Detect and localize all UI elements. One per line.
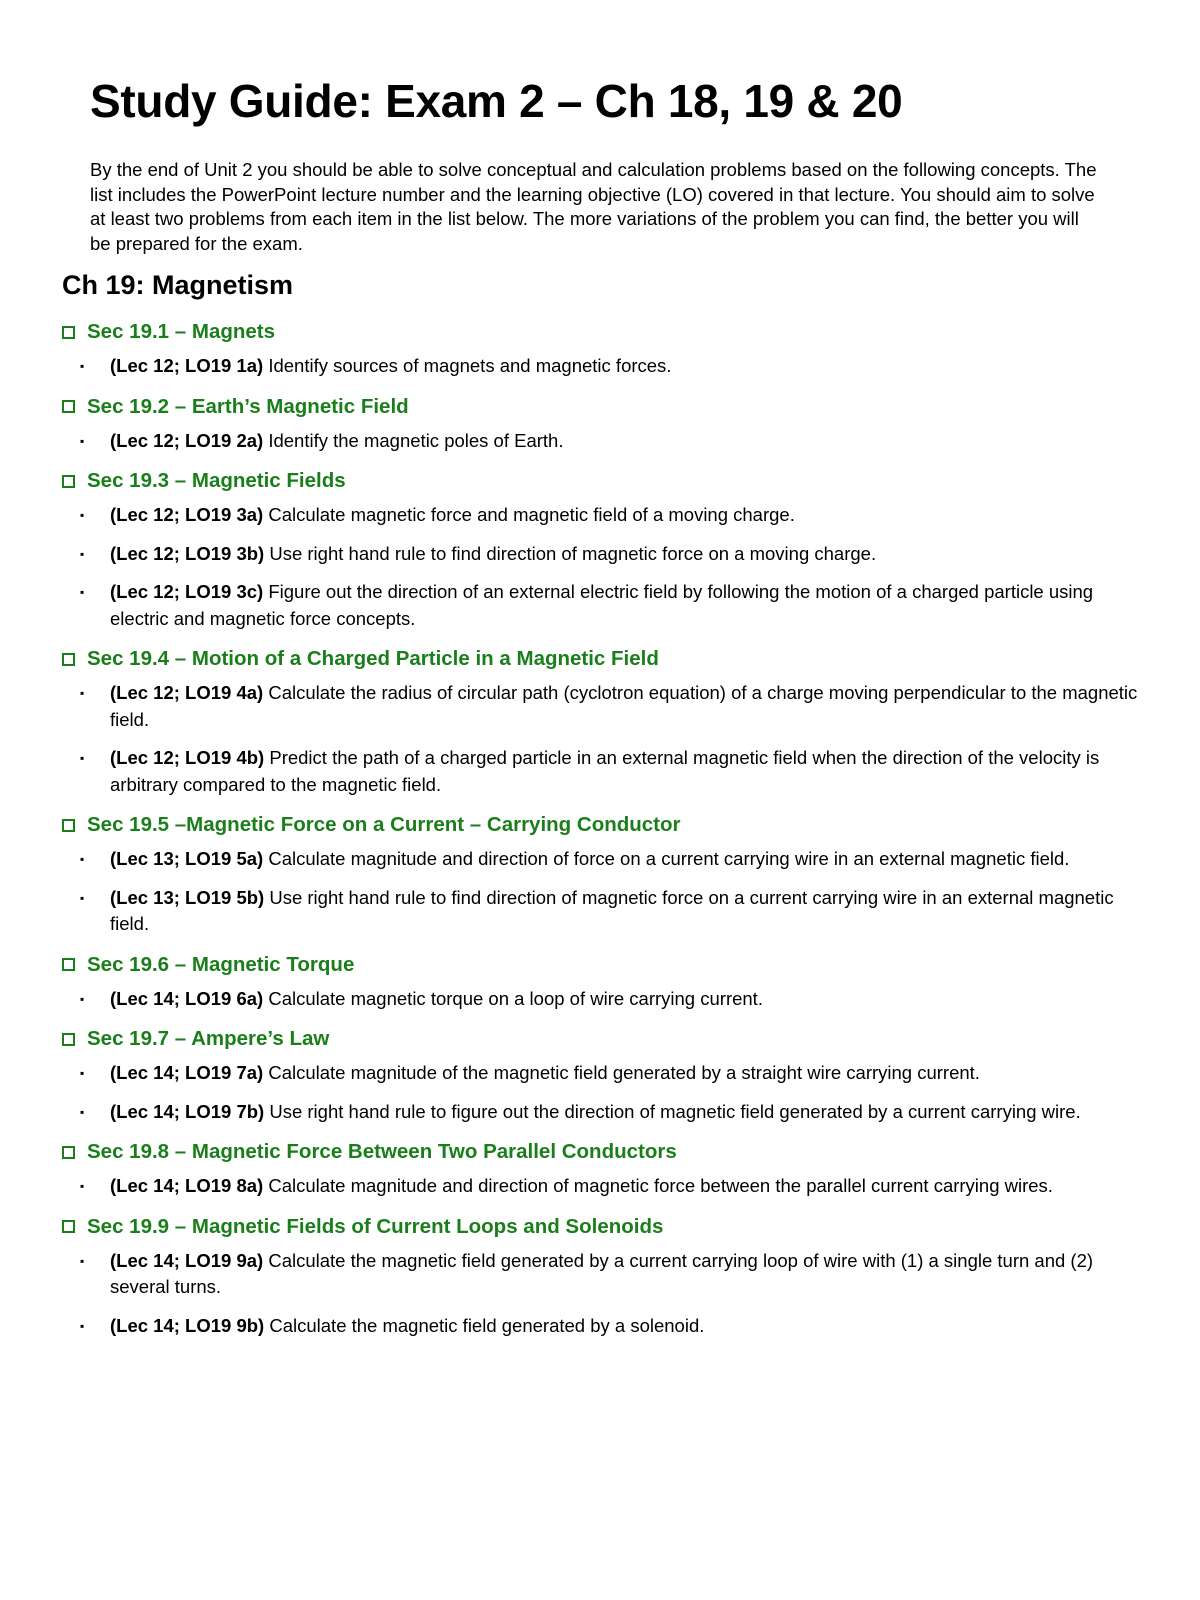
bullet-icon: ▪ xyxy=(80,686,85,700)
objective-ref: (Lec 13; LO19 5a) xyxy=(110,848,264,869)
section-heading-text: Sec 19.8 – Magnetic Force Between Two Parallel Conductors xyxy=(87,1140,677,1163)
objective-item xyxy=(62,1060,1147,1087)
objective-text: Calculate magnetic torque on a loop of wire carrying current. xyxy=(263,987,763,1009)
checkbox-icon xyxy=(62,475,75,488)
section-heading xyxy=(62,1212,1147,1242)
section xyxy=(62,1212,1147,1340)
section-heading xyxy=(62,1024,1147,1054)
bullet-icon: ▪ xyxy=(80,1066,85,1080)
objective-text: Calculate the magnetic field generated by a current carrying loop of wire with (1) a single turn and (2) several turns. xyxy=(110,1249,1094,1297)
bullet-icon: ▪ xyxy=(80,1104,85,1119)
objective-ref: (Lec 14; LO19 7b) xyxy=(110,1100,265,1122)
section xyxy=(62,1137,1147,1200)
checkbox-icon xyxy=(62,1220,75,1233)
section-heading-text: Sec 19.4 – Motion of a Charged Particle in a Magnetic Field xyxy=(87,647,659,670)
objective-text: Predict the path of a charged particle in an external magnetic field when the direction of the velocity is arbitrary compared to the magnetic field. xyxy=(110,747,1100,795)
objective-text: Use right hand rule to figure out the direction of magnetic field generated by a current carrying wire. xyxy=(264,1100,1081,1122)
section-heading xyxy=(62,466,1147,496)
objective-ref: (Lec 12; LO19 3a) xyxy=(110,504,264,525)
section-list xyxy=(62,317,1147,1351)
bullet-icon: ▪ xyxy=(80,751,85,765)
bullet-icon: ▪ xyxy=(80,585,85,599)
objective-list xyxy=(62,428,1147,455)
bullet-icon: ▪ xyxy=(80,890,85,905)
objective-text: Calculate magnitude of the magnetic field generated by a straight wire carrying current. xyxy=(263,1062,980,1083)
section xyxy=(62,810,1147,938)
objective-item xyxy=(62,502,1147,529)
objective-text: Use right hand rule to find direction of magnetic force on a current carrying wire in an external magnetic field. xyxy=(110,886,1114,934)
objective-list xyxy=(62,353,1147,380)
objective-item xyxy=(62,986,1147,1013)
checkbox-icon xyxy=(62,1146,75,1159)
checkbox-icon xyxy=(62,326,75,339)
bullet-icon: ▪ xyxy=(80,546,85,561)
section-heading-text: Sec 19.5 –Magnetic Force on a Current – Carrying Conductor xyxy=(87,813,681,836)
objective-item xyxy=(62,353,1147,380)
objective-text: Calculate magnitude and direction of force on a current carrying wire in an external magnetic field. xyxy=(263,848,1070,869)
bullet-icon: ▪ xyxy=(80,508,85,522)
objective-ref: (Lec 13; LO19 5b) xyxy=(110,886,265,908)
objective-list xyxy=(62,1173,1147,1200)
objective-item xyxy=(62,428,1147,455)
section-heading-text: Sec 19.1 – Magnets xyxy=(87,320,276,343)
section-heading xyxy=(62,950,1147,980)
objective-item xyxy=(62,1313,1147,1340)
bullet-icon: ▪ xyxy=(80,359,85,373)
objective-item xyxy=(62,1173,1147,1200)
bullet-icon: ▪ xyxy=(80,1318,85,1333)
objective-ref: (Lec 14; LO19 7a) xyxy=(110,1062,264,1083)
checkbox-icon xyxy=(62,400,75,413)
objective-ref: (Lec 14; LO19 9a) xyxy=(110,1249,264,1271)
section-heading xyxy=(62,392,1147,422)
objective-list xyxy=(62,1248,1147,1340)
section-heading-text: Sec 19.3 – Magnetic Fields xyxy=(87,469,346,492)
bullet-icon: ▪ xyxy=(80,991,85,1006)
objective-item xyxy=(62,1248,1147,1301)
section-heading xyxy=(62,810,1147,840)
objective-list xyxy=(62,986,1147,1013)
checkbox-icon xyxy=(62,819,75,832)
objective-item xyxy=(62,579,1147,632)
bullet-icon: ▪ xyxy=(80,1253,85,1268)
objective-ref: (Lec 14; LO19 9b) xyxy=(110,1314,265,1336)
section-heading-text: Sec 19.6 – Magnetic Torque xyxy=(87,952,355,976)
section-heading xyxy=(62,1137,1147,1167)
section xyxy=(62,950,1147,1013)
objective-item xyxy=(62,885,1147,938)
objective-item xyxy=(62,541,1147,568)
section xyxy=(62,317,1147,380)
objective-text: Calculate magnitude and direction of magnetic force between the parallel current carrying wires. xyxy=(263,1175,1053,1196)
objective-list xyxy=(62,1060,1147,1125)
checkbox-icon xyxy=(62,653,75,666)
objective-text: Calculate the radius of circular path (cyclotron equation) of a charge moving perpendicular to the magnetic field. xyxy=(110,682,1138,730)
objective-item xyxy=(62,1099,1147,1126)
objective-list xyxy=(62,502,1147,632)
section-heading-text: Sec 19.2 – Earth’s Magnetic Field xyxy=(87,394,409,418)
section xyxy=(62,1024,1147,1125)
objective-ref: (Lec 12; LO19 3c) xyxy=(110,581,264,602)
section-heading-text: Sec 19.9 – Magnetic Fields of Current Loops and Solenoids xyxy=(87,1214,664,1238)
objective-list xyxy=(62,680,1147,798)
section-heading xyxy=(62,644,1147,674)
section-heading-text: Sec 19.7 – Ampere’s Law xyxy=(87,1027,330,1050)
objective-item xyxy=(62,846,1147,873)
objective-text: Calculate the magnetic field generated by a solenoid. xyxy=(264,1314,705,1336)
chapter-heading: Ch 19: Magnetism xyxy=(62,270,294,300)
section xyxy=(62,466,1147,632)
objective-text: Identify the magnetic poles of Earth. xyxy=(263,429,564,451)
objective-text: Calculate magnetic force and magnetic field of a moving charge. xyxy=(263,504,795,525)
objective-item xyxy=(62,745,1147,798)
objective-ref: (Lec 14; LO19 8a) xyxy=(110,1175,264,1196)
page-title: Study Guide: Exam 2 – Ch 18, 19 & 20 xyxy=(90,75,903,127)
objective-ref: (Lec 12; LO19 3b) xyxy=(110,542,265,564)
section-heading xyxy=(62,317,1147,347)
objective-list xyxy=(62,846,1147,938)
bullet-icon: ▪ xyxy=(80,433,85,448)
bullet-icon: ▪ xyxy=(80,1179,85,1193)
objective-ref: (Lec 12; LO19 4b) xyxy=(110,747,265,768)
objective-text: Use right hand rule to find direction of magnetic force on a moving charge. xyxy=(264,542,877,564)
intro-paragraph: By the end of Unit 2 you should be able to solve conceptual and calculation problems based on the following concepts. The list includes the PowerPoint lecture number and the learning objective (LO) covered in that lecture. You should aim to solve at least two problems from each item in the list below. The more variations of the problem you can find, the better you will be prepared for the exam. xyxy=(90,159,1097,254)
checkbox-icon xyxy=(62,958,75,971)
section xyxy=(62,644,1147,798)
objective-ref: (Lec 12; LO19 2a) xyxy=(110,429,264,451)
objective-ref: (Lec 12; LO19 4a) xyxy=(110,682,264,703)
objective-ref: (Lec 12; LO19 1a) xyxy=(110,355,264,376)
objective-text: Figure out the direction of an external electric field by following the motion of a charged particle using electric and magnetic force concepts. xyxy=(110,581,1094,629)
checkbox-icon xyxy=(62,1033,75,1046)
objective-item xyxy=(62,680,1147,733)
section xyxy=(62,392,1147,455)
objective-ref: (Lec 14; LO19 6a) xyxy=(110,987,264,1009)
objective-text: Identify sources of magnets and magnetic forces. xyxy=(263,355,672,376)
bullet-icon: ▪ xyxy=(80,852,85,866)
